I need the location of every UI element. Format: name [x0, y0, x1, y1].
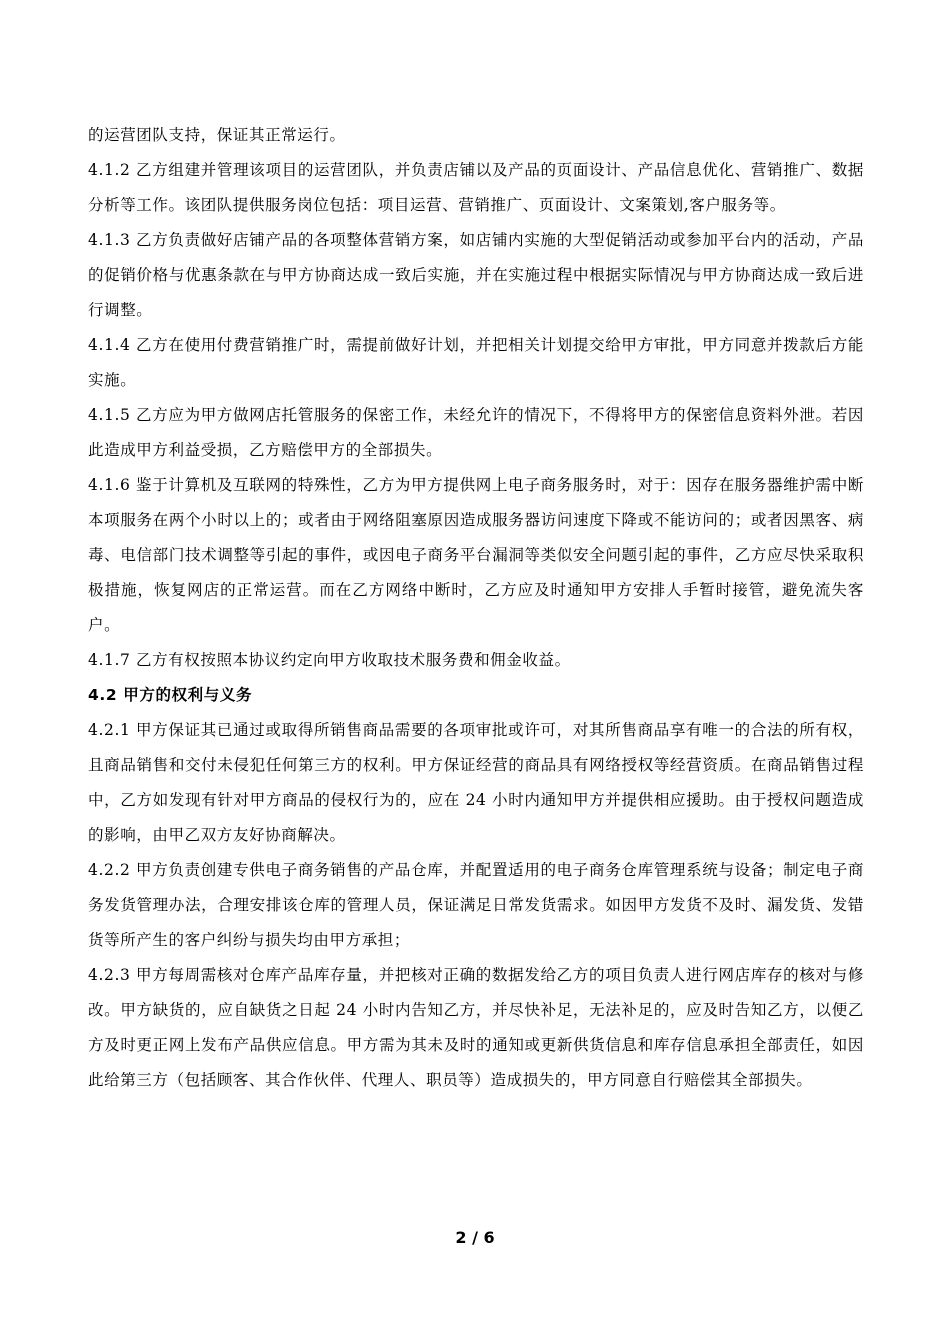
paragraph: 4.1.6 鉴于计算机及互联网的特殊性，乙方为甲方提供网上电子商务服务时，对于：因存在服务器维护需中断本项服务在两个小时以上的；或者由于网络阻塞原因造成服务器访问速度下降或不能访问的；或者因黑客、病毒、电信部门技术调整等引起的事件，或因电子商务平台漏洞等类似安全问题引起的事件，乙方应尽快采取积极措施，恢复网店的正常运营。而在乙方网络中断时，乙方应及时通知甲方安排人手暂时接管，避免流失客户。 [88, 476, 864, 634]
paragraph: 4.2.3 甲方每周需核对仓库产品库存量，并把核对正确的数据发给乙方的项目负责人进行网店库存的核对与修改。甲方缺货的，应自缺货之日起 24 小时内告知乙方，并尽快补足，无法补足的，应及时告知乙方，以便乙方及时更正网上发布产品供应信息。甲方需为其未及时的通知或更新供货信息和库存信息承担全部责任，如因此给第三方（包括顾客、其合作伙伴、代理人、职员等）造成损失的，甲方同意自行赔偿其全部损失。 [88, 966, 864, 1089]
document-page [88, 118, 864, 1098]
paragraph: 4.2.2 甲方负责创建专供电子商务销售的产品仓库，并配置适用的电子商务仓库管理系统与设备；制定电子商务发货管理办法，合理安排该仓库的管理人员，保证满足日常发货需求。如因甲方发货不及时、漏发货、发错货等所产生的客户纠纷与损失均由甲方承担； [88, 861, 864, 949]
paragraph: 4.1.2 乙方组建并管理该项目的运营团队，并负责店铺以及产品的页面设计、产品信息优化、营销推广、数据分析等工作。该团队提供服务岗位包括：项目运营、营销推广、页面设计、文案策划,客户服务等。 [88, 161, 864, 214]
page-number: 2 / 6 [455, 1228, 495, 1247]
paragraph: 4.2.1 甲方保证其已通过或取得所销售商品需要的各项审批或许可，对其所售商品享有唯一的合法的所有权，且商品销售和交付未侵犯任何第三方的权利。甲方保证经营的商品具有网络授权等经营资质。在商品销售过程中，乙方如发现有针对甲方商品的侵权行为的，应在 24 小时内通知甲方并提供相应援助。由于授权问题造成的影响，由甲乙双方友好协商解决。 [88, 721, 864, 844]
section-heading: 4.2 甲方的权利与义务 [88, 686, 253, 704]
paragraph: 4.1.3 乙方负责做好店铺产品的各项整体营销方案，如店铺内实施的大型促销活动或参加平台内的活动，产品的促销价格与优惠条款在与甲方协商达成一致后实施，并在实施过程中根据实际情况与甲方协商达成一致后进行调整。 [88, 231, 864, 319]
paragraph: 4.1.4 乙方在使用付费营销推广时，需提前做好计划，并把相关计划提交给甲方审批，甲方同意并拨款后方能实施。 [88, 336, 864, 389]
paragraph: 4.1.7 乙方有权按照本协议约定向甲方收取技术服务费和佣金收益。 [88, 651, 571, 669]
paragraph: 4.1.5 乙方应为甲方做网店托管服务的保密工作，未经允许的情况下，不得将甲方的保密信息资料外泄。若因此造成甲方利益受损，乙方赔偿甲方的全部损失。 [88, 406, 864, 459]
paragraph: 的运营团队支持，保证其正常运行。 [88, 126, 346, 144]
